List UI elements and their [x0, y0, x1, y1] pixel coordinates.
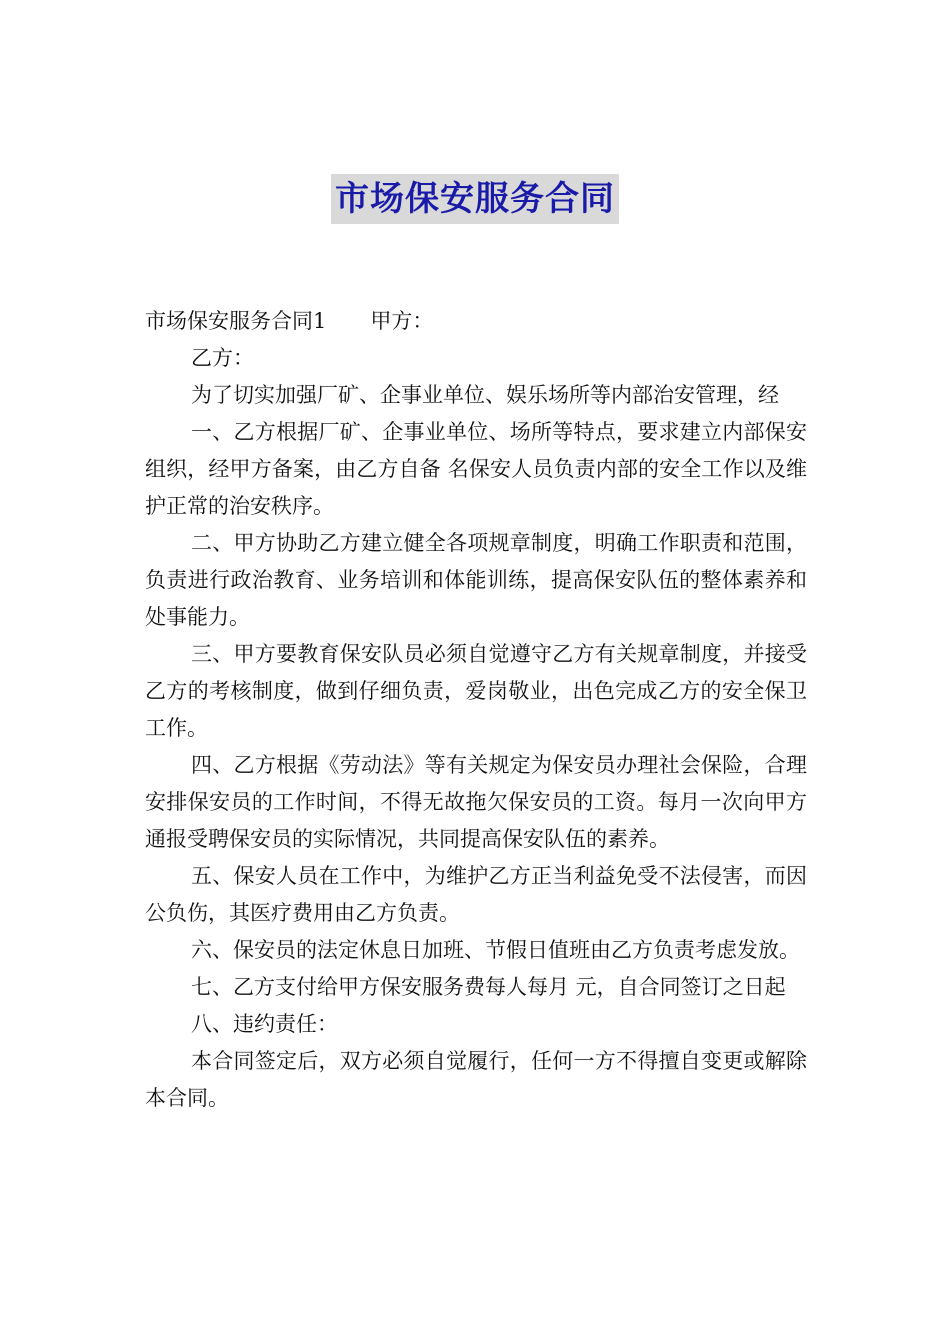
paragraph-clause-4: 四、乙方根据《劳动法》等有关规定为保安员办理社会保险，合理安排保安员的工作时间，不得无故拖欠保安员的工资。每月一次向甲方通报受聘保安员的实际情况，共同提高保安队伍的素养。 — [145, 753, 807, 851]
paragraph-clause-2: 二、甲方协助乙方建立健全各项规章制度，明确工作职责和范围，负责进行政治教育、业务培训和体能训练，提高保安队伍的整体素养和处事能力。 — [145, 531, 807, 629]
document-title: 市场保安服务合同 — [331, 174, 619, 224]
document-body — [145, 303, 807, 1117]
paragraph-clause-8: 八、违约责任： — [191, 1012, 338, 1036]
party-a-label: 甲方： — [370, 309, 434, 333]
paragraph-clause-7: 七、乙方支付给甲方保安服务费每人每月 元，自合同签订之日起 — [191, 975, 786, 999]
paragraph-clause-3: 三、甲方要教育保安队员必须自觉遵守乙方有关规章制度，并接受乙方的考核制度，做到仔细负责，爱岗敬业，出色完成乙方的安全保卫工作。 — [145, 642, 807, 740]
doc-name: 市场保安服务合同1 — [145, 309, 327, 333]
paragraph-clause-1: 一、乙方根据厂矿、企事业单位、场所等特点，要求建立内部保安组织，经甲方备案，由乙方自备 名保安人员负责内部的安全工作以及维护正常的治安秩序。 — [145, 420, 807, 518]
heading-line — [145, 303, 807, 340]
paragraph-party-b: 乙方： — [191, 346, 254, 370]
title-wrap — [0, 174, 950, 224]
paragraph-intro: 为了切实加强厂矿、企事业单位、娱乐场所等内部治安管理，经 — [191, 383, 779, 407]
paragraph-clause-5: 五、保安人员在工作中，为维护乙方正当利益免受不法侵害，而因公负伤，其医疗费用由乙方负责。 — [145, 864, 807, 925]
paragraph-closing: 本合同签定后，双方必须自觉履行，任何一方不得擅自变更或解除本合同。 — [145, 1049, 807, 1110]
paragraph-clause-6: 六、保安员的法定休息日加班、节假日值班由乙方负责考虑发放。 — [191, 938, 800, 962]
